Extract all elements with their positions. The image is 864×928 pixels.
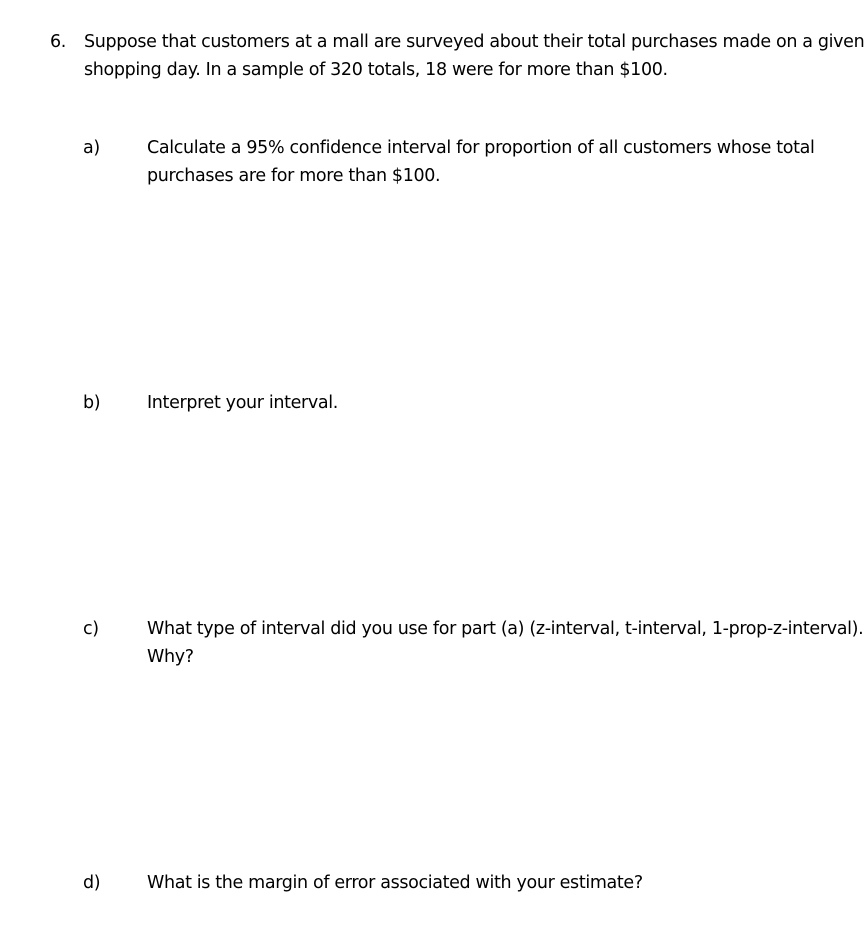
part-d-letter: d) <box>83 873 101 893</box>
part-c-line-2: Why? <box>147 647 194 667</box>
part-a-line-1: Calculate a 95% confidence interval for proportion of all customers whose total <box>147 138 815 158</box>
question-stem-line-2: shopping day. In a sample of 320 totals, 18 were for more than $100. <box>84 60 668 80</box>
question-stem <box>84 28 864 84</box>
part-a-text <box>147 134 847 190</box>
question-number: 6. <box>50 32 66 52</box>
part-c-letter: c) <box>83 619 99 639</box>
part-a-letter: a) <box>83 138 100 158</box>
part-b-line-1: Interpret your interval. <box>147 393 338 413</box>
part-c-text <box>147 615 864 671</box>
part-c-line-1: What type of interval did you use for part (a) (z-interval, t-interval, 1-prop-z-interval). <box>147 619 864 639</box>
part-a-line-2: purchases are for more than $100. <box>147 166 441 186</box>
part-d-line-1: What is the margin of error associated with your estimate? <box>147 873 643 893</box>
part-d-text <box>147 869 847 897</box>
part-b-letter: b) <box>83 393 101 413</box>
question-stem-line-1: Suppose that customers at a mall are surveyed about their total purchases made on a given <box>84 32 864 52</box>
part-b-text <box>147 389 847 417</box>
